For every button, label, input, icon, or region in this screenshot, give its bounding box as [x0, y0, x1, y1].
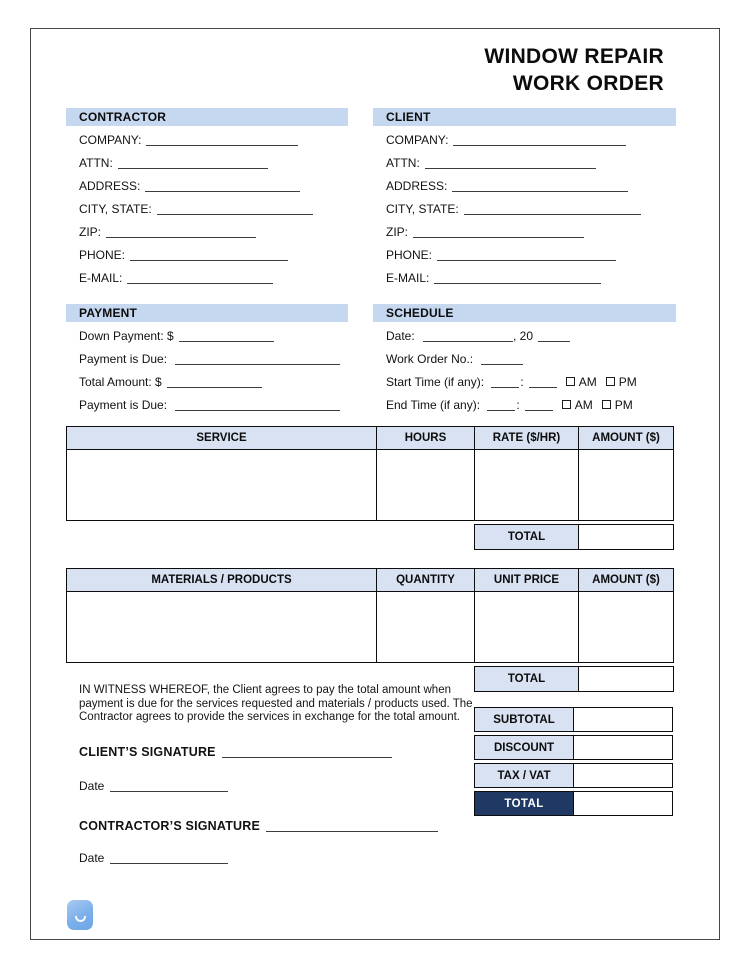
client-date-line[interactable]	[110, 791, 228, 792]
discount-row	[474, 735, 673, 760]
schedule-heading: SCHEDULE	[373, 304, 676, 322]
field-row-total-amount	[79, 375, 348, 398]
field-row-down-payment	[79, 329, 348, 352]
client-zip-input-line[interactable]	[413, 237, 584, 238]
contractor-heading: CONTRACTOR	[66, 108, 348, 126]
field-label: ATTN:	[79, 156, 113, 170]
field-label: E-MAIL:	[79, 271, 123, 285]
total-amount-input-line[interactable]	[167, 387, 262, 388]
field-label: ZIP:	[386, 225, 409, 239]
materials-total-amount-cell[interactable]	[579, 667, 674, 692]
service-table	[66, 426, 674, 550]
materials-total-label: TOTAL	[475, 667, 579, 692]
year-prefix: , 20	[513, 329, 534, 343]
contractor-signature-row	[79, 819, 438, 833]
tax-vat-value-cell[interactable]	[574, 763, 673, 788]
schedule-fields	[373, 329, 676, 421]
client-signature-line[interactable]	[222, 757, 392, 758]
service-hours-cell[interactable]	[377, 450, 475, 521]
field-row-end-time	[386, 398, 676, 421]
contractor-signature-line[interactable]	[266, 831, 438, 832]
grand-total-label: TOTAL	[474, 791, 574, 816]
time-colon: :	[516, 398, 520, 412]
client-signature-row	[79, 745, 392, 759]
contractor-email-input-line[interactable]	[127, 283, 273, 284]
client-email-input-line[interactable]	[434, 283, 601, 284]
am-label: AM	[578, 375, 597, 389]
payment-section	[66, 304, 348, 421]
payment-due-input-line[interactable]	[175, 364, 340, 365]
field-label: CITY, STATE:	[79, 202, 152, 216]
field-label: Total Amount: $	[79, 375, 162, 389]
service-body-row	[67, 450, 674, 521]
end-minute-input-line[interactable]	[525, 410, 553, 411]
field-label: Start Time (if any):	[386, 375, 488, 389]
client-phone-input-line[interactable]	[437, 260, 616, 261]
document-page	[30, 28, 720, 940]
materials-body-row	[67, 592, 674, 663]
grand-total-value-cell[interactable]	[574, 791, 673, 816]
field-label: End Time (if any):	[386, 398, 484, 412]
summary-table	[474, 707, 673, 816]
contractor-fields	[66, 133, 348, 294]
service-total-label: TOTAL	[475, 525, 579, 550]
tax-vat-row	[474, 763, 673, 788]
field-label: Payment is Due:	[79, 352, 171, 366]
service-rate-cell[interactable]	[475, 450, 579, 521]
field-label: ZIP:	[79, 225, 102, 239]
date-label: Date	[79, 851, 105, 865]
field-row-company	[386, 133, 676, 156]
contractor-date-line[interactable]	[110, 863, 228, 864]
contractor-address-input-line[interactable]	[145, 191, 300, 192]
field-label: CITY, STATE:	[386, 202, 459, 216]
field-label: E-MAIL:	[386, 271, 430, 285]
end-am-checkbox[interactable]	[562, 400, 571, 409]
witness-line-2: payment is due for the services requested and materials / products used. The	[79, 697, 473, 710]
unit-price-col-header: UNIT PRICE	[475, 569, 579, 592]
subtotal-label: SUBTOTAL	[474, 707, 574, 732]
contractor-company-input-line[interactable]	[146, 145, 298, 146]
eforms-logo-icon	[67, 900, 93, 930]
title-line-1: WINDOW REPAIR	[484, 45, 664, 68]
field-label: PHONE:	[79, 248, 126, 262]
materials-quantity-cell[interactable]	[377, 592, 475, 663]
discount-value-cell[interactable]	[574, 735, 673, 760]
materials-table	[66, 568, 674, 692]
contractor-city-state-input-line[interactable]	[157, 214, 313, 215]
title-line-2: WORK ORDER	[512, 72, 664, 95]
quantity-col-header: QUANTITY	[377, 569, 475, 592]
client-city-state-input-line[interactable]	[464, 214, 641, 215]
materials-amount-cell[interactable]	[579, 592, 674, 663]
client-signature-label: CLIENT’S SIGNATURE	[79, 745, 216, 759]
field-row-address	[79, 179, 348, 202]
client-attn-input-line[interactable]	[425, 168, 596, 169]
field-label: ADDRESS:	[79, 179, 141, 193]
subtotal-value-cell[interactable]	[574, 707, 673, 732]
field-label: ADDRESS:	[386, 179, 448, 193]
service-col-header: SERVICE	[67, 427, 377, 450]
contractor-signature-label: CONTRACTOR’S SIGNATURE	[79, 819, 261, 833]
field-row-zip	[386, 225, 676, 248]
discount-label: DISCOUNT	[474, 735, 574, 760]
field-row-payment-due-1	[79, 352, 348, 375]
am-label: AM	[574, 398, 593, 412]
end-hour-input-line[interactable]	[487, 410, 515, 411]
payment-heading: PAYMENT	[66, 304, 348, 322]
start-pm-checkbox[interactable]	[606, 377, 615, 386]
client-address-input-line[interactable]	[452, 191, 628, 192]
work-order-no-input-line[interactable]	[481, 364, 523, 365]
pm-label: PM	[618, 375, 637, 389]
start-hour-input-line[interactable]	[491, 387, 519, 388]
materials-description-cell[interactable]	[67, 592, 377, 663]
payment-fields	[66, 329, 348, 421]
client-fields	[373, 133, 676, 294]
schedule-year-input-line[interactable]	[538, 341, 570, 342]
rate-col-header: RATE ($/HR)	[475, 427, 579, 450]
field-row-address	[386, 179, 676, 202]
field-label: Payment is Due:	[79, 398, 171, 412]
field-row-attn	[79, 156, 348, 179]
contractor-section	[66, 108, 348, 294]
client-heading: CLIENT	[373, 108, 676, 126]
field-label: PHONE:	[386, 248, 433, 262]
field-label: COMPANY:	[386, 133, 449, 147]
tax-vat-label: TAX / VAT	[474, 763, 574, 788]
start-minute-input-line[interactable]	[529, 387, 557, 388]
service-amount-cell[interactable]	[579, 450, 674, 521]
field-row-city-state	[386, 202, 676, 225]
payment-due-2-input-line[interactable]	[175, 410, 340, 411]
field-label: ATTN:	[386, 156, 420, 170]
document-title	[484, 43, 664, 97]
field-row-work-order-no	[386, 352, 676, 375]
service-total-row	[67, 525, 674, 550]
schedule-date-input-line[interactable]	[423, 341, 513, 342]
field-row-start-time	[386, 375, 676, 398]
start-am-checkbox[interactable]	[566, 377, 575, 386]
field-row-payment-due-2	[79, 398, 348, 421]
field-row-attn	[386, 156, 676, 179]
client-section	[373, 108, 676, 294]
pm-label: PM	[614, 398, 633, 412]
witness-line-3: Contractor agrees to provide the services in exchange for the total amount.	[79, 711, 460, 723]
field-row-zip	[79, 225, 348, 248]
field-row-email	[79, 271, 348, 294]
field-row-phone	[386, 248, 676, 271]
materials-header-row	[67, 569, 674, 592]
field-row-city-state	[79, 202, 348, 225]
field-row-email	[386, 271, 676, 294]
materials-col-header: MATERIALS / PRODUCTS	[67, 569, 377, 592]
contractor-attn-input-line[interactable]	[118, 168, 268, 169]
hours-col-header: HOURS	[377, 427, 475, 450]
time-colon: :	[520, 375, 524, 389]
contractor-date-row	[79, 851, 228, 865]
date-label: Date	[79, 779, 105, 793]
field-row-phone	[79, 248, 348, 271]
client-company-input-line[interactable]	[453, 145, 626, 146]
subtotal-row	[474, 707, 673, 732]
witness-clause	[79, 684, 487, 725]
field-label: Date:	[386, 329, 419, 343]
materials-unit-price-cell[interactable]	[475, 592, 579, 663]
witness-line-1: IN WITNESS WHEREOF, the Client agrees to pay the total amount when	[79, 684, 451, 696]
amount-col-header: AMOUNT ($)	[579, 569, 674, 592]
end-pm-checkbox[interactable]	[602, 400, 611, 409]
field-label: Work Order No.:	[386, 352, 477, 366]
service-header-row	[67, 427, 674, 450]
contractor-phone-input-line[interactable]	[130, 260, 288, 261]
down-payment-input-line[interactable]	[179, 341, 274, 342]
service-total-amount-cell[interactable]	[579, 525, 674, 550]
field-label: Down Payment: $	[79, 329, 174, 343]
contractor-zip-input-line[interactable]	[106, 237, 256, 238]
field-row-date	[386, 329, 676, 352]
amount-col-header: AMOUNT ($)	[579, 427, 674, 450]
client-date-row	[79, 779, 228, 793]
field-label: COMPANY:	[79, 133, 142, 147]
field-row-company	[79, 133, 348, 156]
logo-arc-glyph	[75, 916, 86, 922]
schedule-section	[373, 304, 676, 421]
grand-total-row	[474, 791, 673, 816]
service-description-cell[interactable]	[67, 450, 377, 521]
